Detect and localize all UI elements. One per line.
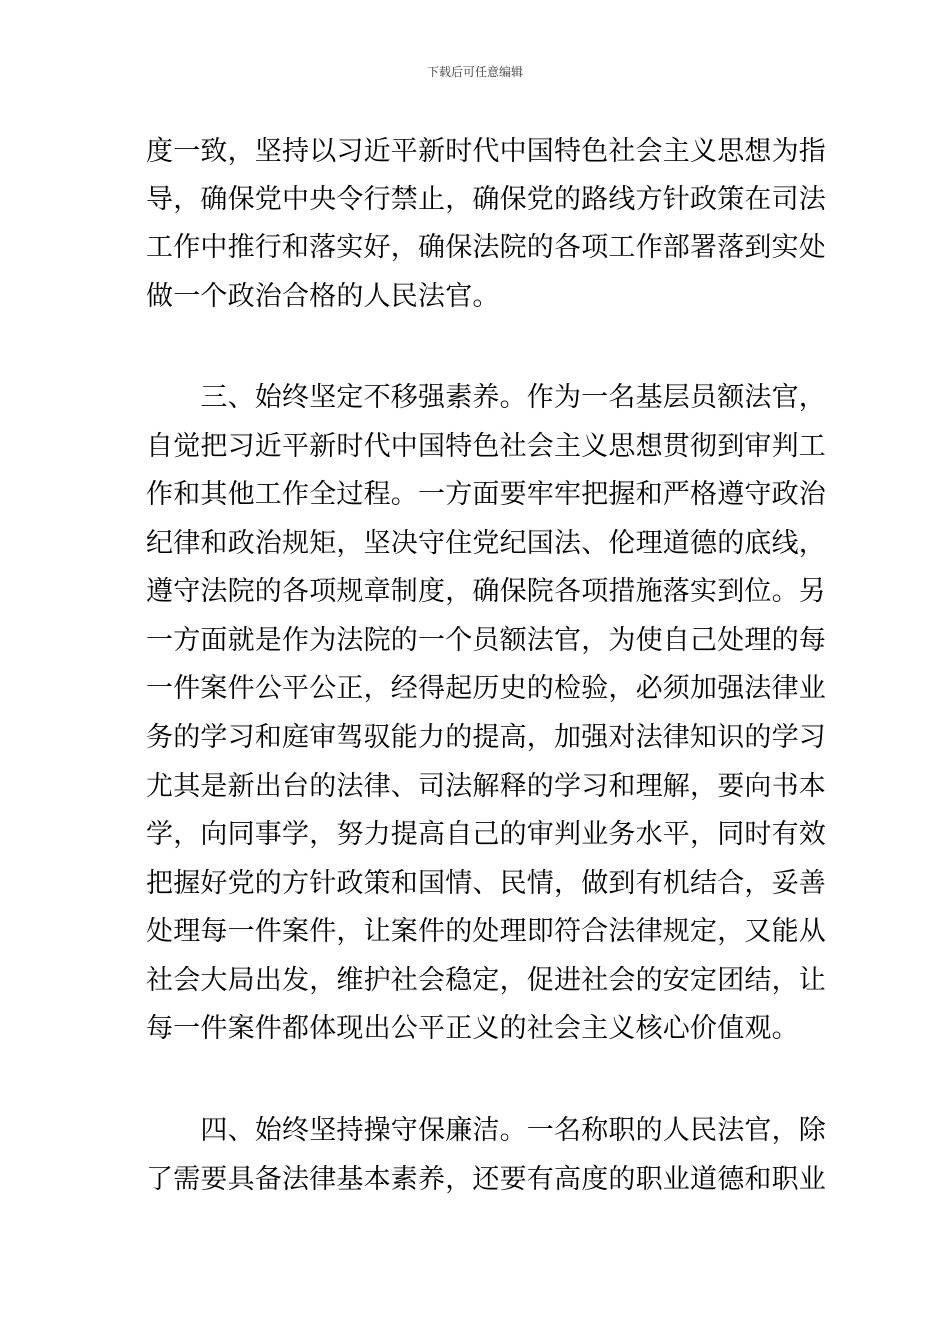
paragraph-2-line-9: 尤其是新出台的法律、司法解释的学习和理解，要向书本: [146, 771, 826, 802]
paragraph-1-line-4: 做一个政治合格的人民法官。: [146, 281, 500, 312]
paragraph-1-line-2: 导，确保党中央令行禁止，确保党的路线方针政策在司法: [146, 184, 826, 215]
paragraph-2-line-13: 社会大局出发，维护社会稳定，促进社会的安定团结，让: [146, 965, 826, 996]
page-header: 下载后可任意编辑: [426, 65, 523, 79]
paragraph-3-line-2: 了需要具备法律基本素养，还要有高度的职业道德和职业: [146, 1164, 826, 1195]
paragraph-2-line-5: 遵守法院的各项规章制度，确保院各项措施落实到位。另: [146, 576, 826, 607]
paragraph-2-line-7: 一件案件公平公正，经得起历史的检验，必须加强法律业: [146, 673, 826, 704]
paragraph-2-line-10: 学，向同事学，努力提高自己的审判业务水平，同时有效: [146, 819, 826, 850]
paragraph-2-line-3: 作和其他工作全过程。一方面要牢牢把握和严格遵守政治: [146, 479, 826, 510]
paragraph-2-line-14: 每一件案件都体现出公平正义的社会主义核心价值观。: [146, 1013, 799, 1044]
paragraph-1-line-1: 度一致，坚持以习近平新时代中国特色社会主义思想为指: [146, 136, 826, 167]
paragraph-2-line-11: 把握好党的方针政策和国情、民情，做到有机结合，妥善: [146, 868, 826, 899]
paragraph-2-line-1: 三、始终坚定不移强素养。作为一名基层员额法官，: [146, 382, 826, 413]
paragraph-2-line-4: 纪律和政治规矩，坚决守住党纪国法、伦理道德的底线，: [146, 528, 826, 559]
paragraph-2-line-8: 务的学习和庭审驾驭能力的提高，加强对法律知识的学习: [146, 722, 826, 753]
paragraph-3-line-1: 四、始终坚持操守保廉洁。一名称职的人民法官，除: [146, 1115, 826, 1146]
paragraph-1-line-3: 工作中推行和落实好，确保法院的各项工作部署落到实处: [146, 232, 826, 263]
paragraph-2-line-12: 处理每一件案件，让案件的处理即符合法律规定，又能从: [146, 916, 826, 947]
paragraph-2-line-2: 自觉把习近平新时代中国特色社会主义思想贯彻到审判工: [146, 431, 826, 462]
paragraph-2-line-6: 一方面就是作为法院的一个员额法官，为使自己处理的每: [146, 625, 826, 656]
